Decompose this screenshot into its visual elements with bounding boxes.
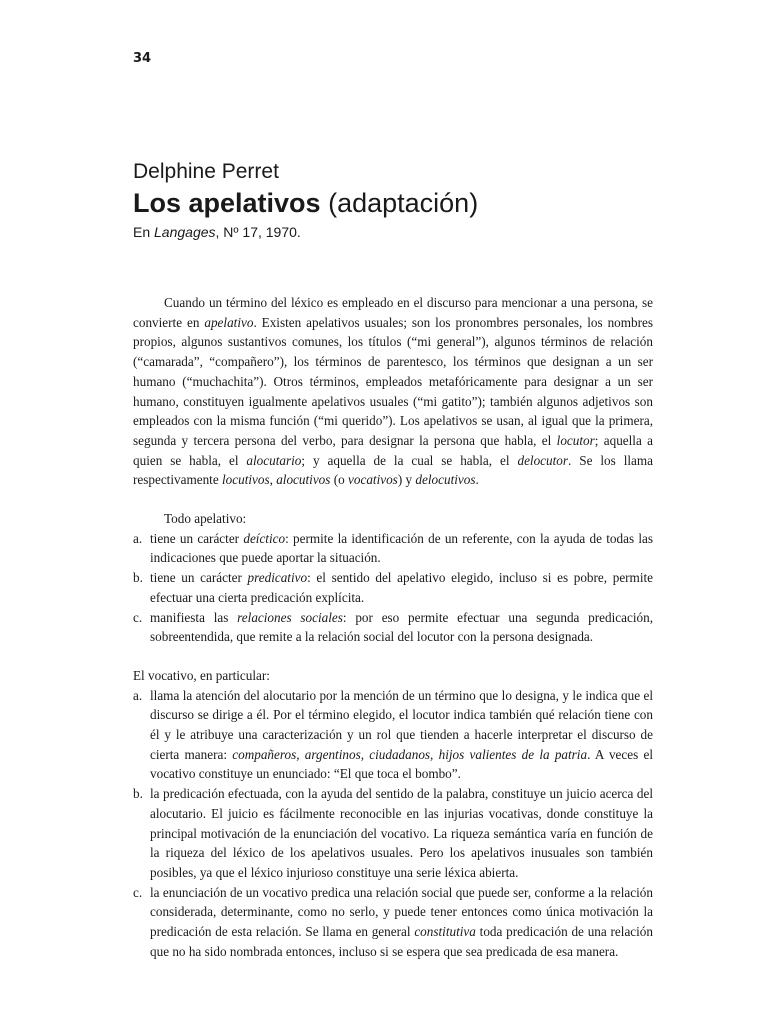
italic-text: delocutivos <box>415 472 476 488</box>
source-prefix: En <box>133 224 155 240</box>
title-main: Los apelativos <box>133 188 321 218</box>
text-run: ; aquella a quien se habla, el <box>133 432 654 468</box>
author-name: Delphine Perret <box>133 160 279 183</box>
italic-text: vocativos <box>348 472 398 488</box>
italic-text: compañeros, argentinos, ciudadanos, hijos valientes de la patria <box>232 746 588 762</box>
text-run: manifiesta las <box>150 609 238 625</box>
list-item <box>133 568 653 607</box>
text-run: . Existen apelativos usuales; son los pronombres personales, los nombres propios, algunos sustantivos comunes, los títulos (“mi general”), algunos términos de relación (“camarada”, “compañero”), los términos de parentesco, los términos que designan a un ser humano (“muchachita”). Otros términos, empleados metafóricamente para designar a un ser humano, constituyen igualmente apelativos usuales (“mi gatito”); también algunos adjetivos son empleados con la misma función (“mi querido”). Los apelativos se usan, al igual que la primera, segunda y tercera persona del verbo, para designar la persona que habla, el <box>133 314 653 448</box>
italic-text: constitutiva <box>414 924 476 940</box>
text-run: (o <box>330 472 349 488</box>
text-run: llama la atención del alocutario por la mención de un término que lo designa, y le indica que el discurso se dirige a él. Por el término elegido, el locutor indica también qué relación tiene con él y le atribuye una caracterización y un rol que tienden a hacerle interpretar el discurso de cierta manera: <box>150 687 653 762</box>
list-item <box>133 883 653 962</box>
title-subtitle: (adaptación) <box>328 188 479 218</box>
text-run: : por eso permite efectuar una segunda predicación, sobreentendida, que remite a la relación social del locutor con la persona designada. <box>150 609 653 645</box>
list-marker: a. <box>133 530 143 546</box>
italic-text: locutivos <box>221 472 270 488</box>
section-vocativo <box>133 666 653 962</box>
italic-text: alocutario <box>246 452 302 468</box>
article-title <box>133 186 673 220</box>
list-marker: b. <box>133 786 143 802</box>
source-suffix: , Nº 17, 1970. <box>215 224 301 240</box>
article-body <box>133 293 653 962</box>
list-item <box>133 529 653 568</box>
page-number: 34 <box>133 51 152 66</box>
list-item <box>133 608 653 647</box>
list-vocativo <box>133 686 653 962</box>
italic-text: deíctico <box>243 530 286 546</box>
section-todo-apelativo <box>133 509 653 647</box>
text-run: . Se los llama respectivamente <box>133 452 654 488</box>
text-run: tiene un carácter <box>150 530 244 546</box>
text-run: : permite la identificación de un referente, con la ayuda de todas las indicaciones que puede aportar la situación. <box>150 530 654 566</box>
list-marker: a. <box>133 687 143 703</box>
text-run: toda predicación de una relación que no ha sido nombrada entonces, incluso si se espera que sea predicada de esa manera. <box>150 924 653 959</box>
list-marker: b. <box>133 570 143 586</box>
list-marker: c. <box>133 609 143 625</box>
list-todo-apelativo <box>133 529 653 647</box>
text-run: la enunciación de un vocativo predica una relación social que puede ser, conforme a la relación considerada, determinante, como no serlo, y puede tener entonces como única motivación la predicación de esta relación. Se llama en general <box>150 884 653 940</box>
text-run: ) y <box>397 472 416 488</box>
source-citation <box>133 222 673 242</box>
italic-text: locutor <box>556 432 595 448</box>
list-item <box>133 784 653 883</box>
section-heading: El vocativo, en particular: <box>133 667 270 683</box>
italic-text: alocutivos <box>276 472 331 488</box>
article-header <box>133 158 673 242</box>
section-heading: Todo apelativo: <box>164 511 247 527</box>
text-run: . <box>475 472 479 488</box>
text-run: , <box>269 472 277 488</box>
text-run: tiene un carácter <box>150 570 248 586</box>
text-run: : el sentido del apelativo elegido, incluso si es pobre, permite efectuar una cierta predicación explícita. <box>150 570 653 605</box>
italic-text: predicativo <box>247 570 308 586</box>
intro-paragraph <box>133 293 653 490</box>
text-run: Cuando un término del léxico es empleado en el discurso para mencionar a una persona, se convierte en <box>133 295 653 330</box>
italic-text: delocutor <box>517 452 569 468</box>
source-journal: Langages <box>154 224 216 240</box>
italic-text: relaciones sociales <box>237 609 343 625</box>
list-marker: c. <box>133 884 143 900</box>
text-run: la predicación efectuada, con la ayuda del sentido de la palabra, constituye un juicio acerca del alocutario. El juicio es fácilmente reconocible en las injurias vocativas, donde constituye la principal motivación de la enunciación del vocativo. La riqueza semántica varía en función de la riqueza del léxico de los apelativos usuales. Pero los apelativos inusuales son también posibles, ya que el léxico injurioso constituye una serie léxica abierta. <box>150 786 653 880</box>
text-run: ; y aquella de la cual se habla, el <box>301 452 518 468</box>
text-run: . A veces el vocativo constituye un enunciado: “El que toca el bombo”. <box>150 746 653 782</box>
italic-text: apelativo <box>204 314 254 330</box>
list-item <box>133 686 653 785</box>
